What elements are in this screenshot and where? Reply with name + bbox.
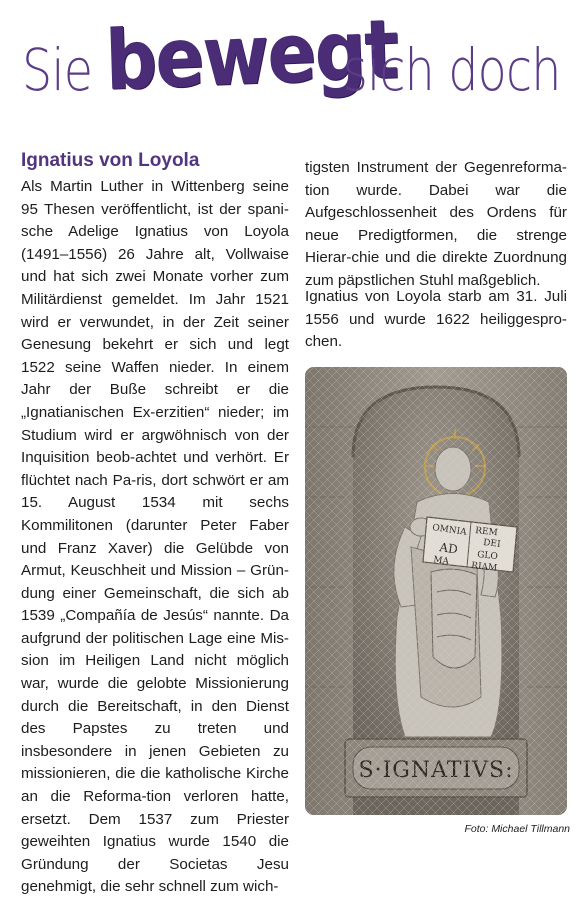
right-column-text-1: tigsten Instrument der Gegenreforma-tion wurde. Dabei war die Aufgeschlossenheit des Ordens für neue Predigtformen, die strenge Hierar-chie und die direkte Zuordnung zum päpstlichen Stuhl maßgeblich. — [305, 159, 567, 289]
right-column-text-2: Ignatius von Loyola starb am 31. Juli 1556 und wurde 1622 heiliggespro-chen. — [305, 288, 567, 351]
left-column-text: Als Martin Luther in Wittenberg seine 95 Thesen veröffentlicht, ist der spani-sche Adelige Ignatius von Loyola (1491–1556) 26 Jahre alt, Vollwaise und hat sich zwei Monate vorher zum Militärdienst gemeldet. Im Jahr 1521 wird er verwundet, in der Zeit seiner Genesung bekehrt er sich und legt 1522 seine Waffen nieder. In einem Jahr der Buße schreibt er die „Ignatianischen Ex-erzitien“ nieder; im Studium wird er argwöhnisch von der Inquisition beob-achtet und verhört. Er flüchtet nach Pa-ris, dort schwört er am 15. August 1534 mit sechs Kommilitonen (darunter Peter Faber und Franz Xaver) die Gelübde von Armut, Keuschheit und Mission – Grün-dung einer Gemeinschaft, die sich ab 1539 „Compañía de Jesús“ nannte. Da aufgrund der politischen Lage eine Mis-sion im Heiligen Land nicht möglich war, wurde die gelobte Missionierung durch die Bereitschaft, in den Dienst des Papstes zu treten und insbesondere in jenen Gebieten zu missionieren, die die katholische Kirche an die Reforma-tion verloren hatte, ersetzt. Dem 1537 zum Priester geweihten Ignatius wurde 1540 die Gründung der Societas Jesu genehmigt, die sehr schnell zum wich- — [21, 178, 289, 896]
headline-words-sich-doch: sich doch — [343, 36, 561, 104]
statue-photo — [305, 367, 567, 815]
protective-net-overlay — [305, 367, 567, 815]
photo-caption: Foto: Michael Tillmann — [464, 823, 570, 835]
article-subheading: Ignatius von Loyola — [21, 150, 200, 171]
article-right-column — [305, 157, 567, 293]
article-left-column — [21, 176, 289, 899]
page-headline — [0, 0, 588, 140]
statue-illustration — [305, 367, 567, 815]
headline-word-sie: Sie — [22, 36, 93, 104]
article-right-column-2 — [305, 286, 567, 354]
headline-word-bewegt: bewegt — [104, 2, 399, 109]
